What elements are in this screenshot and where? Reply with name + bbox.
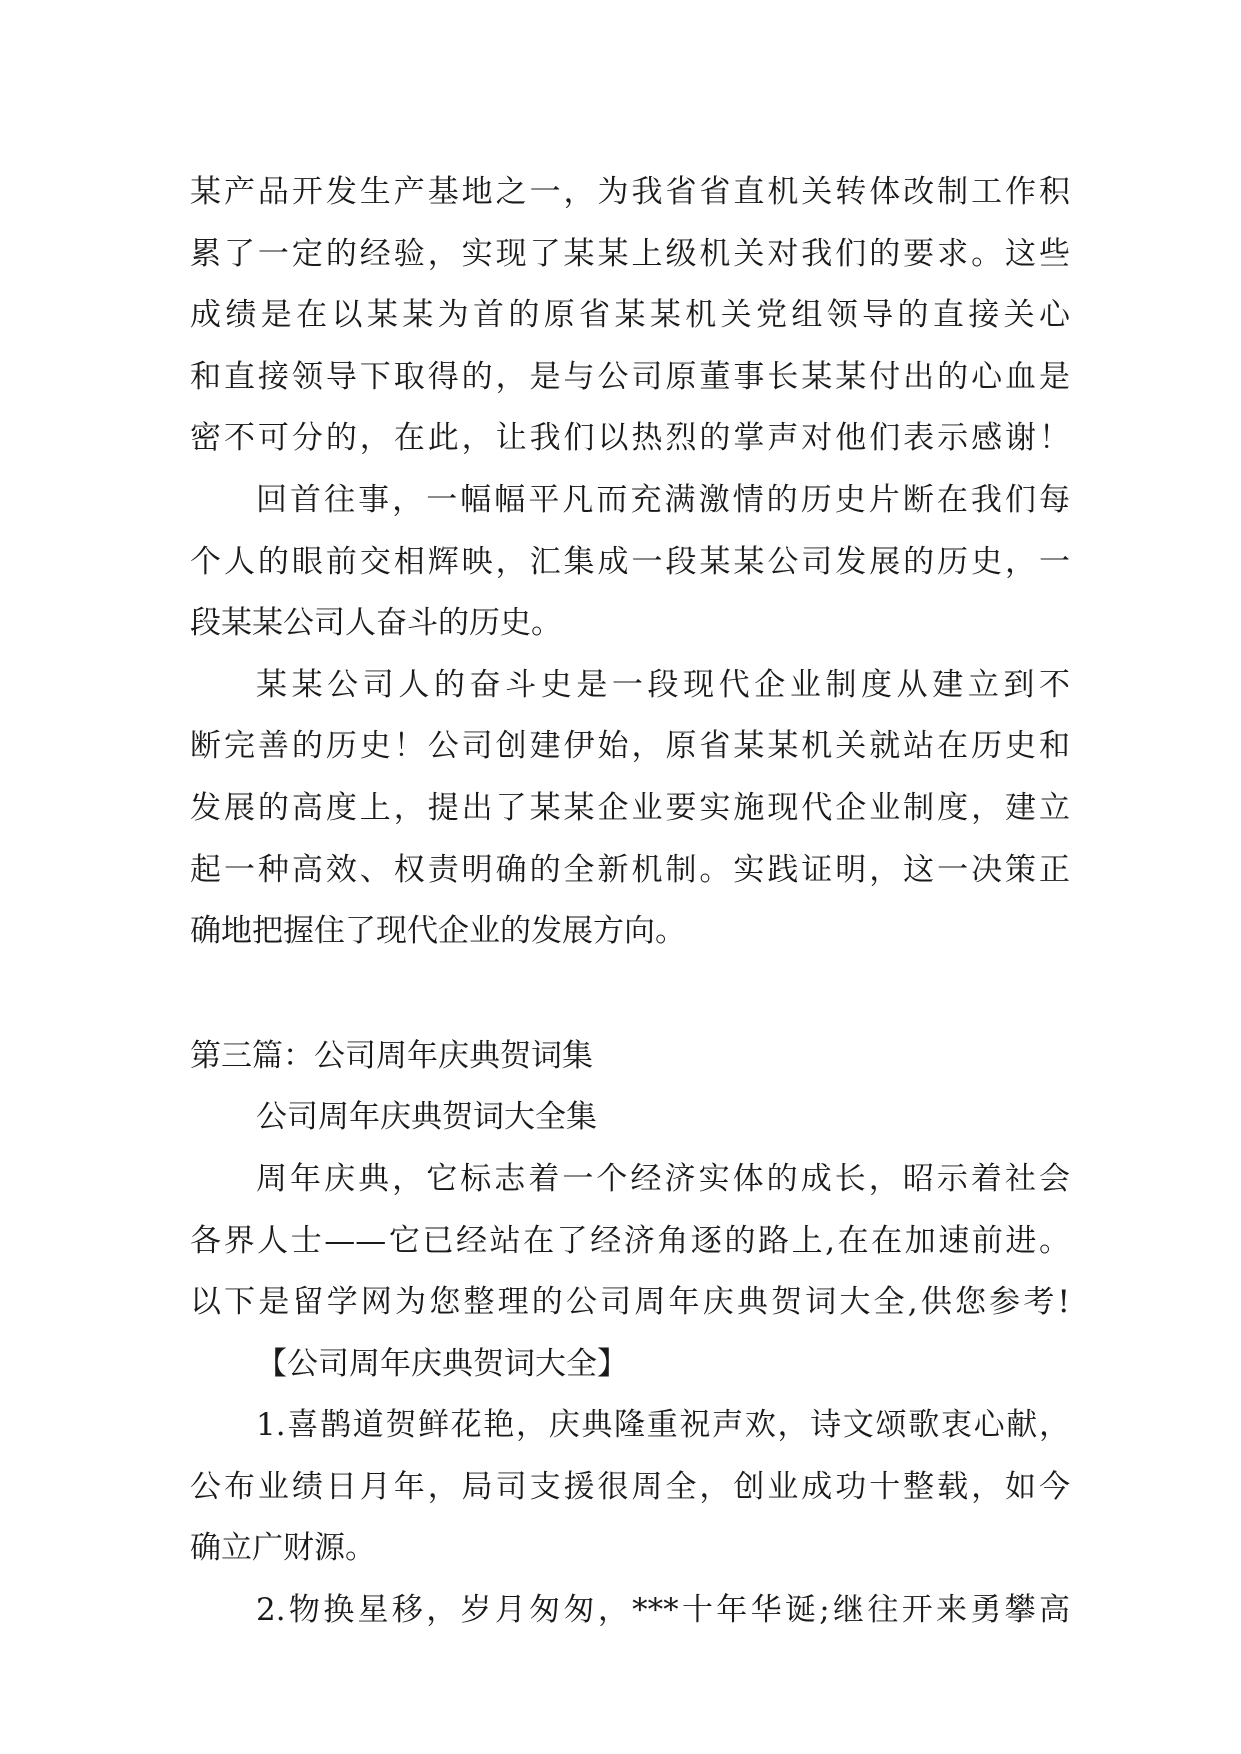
text-line: 2.物换星移，岁月匆匆，***十年华诞;继往开来勇攀高	[256, 1592, 1070, 1629]
paragraph-2	[190, 470, 1070, 655]
text-line: 以下是留学网为您整理的公司周年庆典贺词大全,供您参考!	[190, 1284, 1070, 1321]
list-item-1	[190, 1395, 1070, 1580]
text-line: 发展的高度上，提出了某某企业要实施现代企业制度，建立	[190, 789, 1070, 826]
section-gap	[190, 963, 1070, 1026]
text-line: 和直接领导下取得的，是与公司原董事长某某付出的心血是	[190, 358, 1070, 395]
text-line: 各界人士——它已经站在了经济角逐的路上,在在加速前进。	[190, 1222, 1070, 1259]
paragraph-1	[190, 162, 1070, 470]
list-item-2	[190, 1580, 1070, 1642]
text-line: 周年庆典，它标志着一个经济实体的成长，昭示着社会	[256, 1160, 1070, 1197]
text-line: 某产品开发生产基地之一，为我省省直机关转体改制工作积	[190, 174, 1070, 210]
text-line: 成绩是在以某某为首的原省某某机关党组领导的直接关心	[190, 297, 1070, 334]
text-line: 公布业绩日月年，局司支援很周全，创业成功十整载，如今	[190, 1468, 1070, 1505]
text-line: 起一种高效、权责明确的全新机制。实践证明，这一决策正	[190, 851, 1070, 888]
section-subheading: 公司周年庆典贺词大全集	[256, 1099, 597, 1136]
text-line: 密不可分的，在此，让我们以热烈的掌声对他们表示感谢！	[190, 420, 1070, 457]
paragraph-4	[190, 1149, 1070, 1334]
text-line: 累了一定的经验，实现了某某上级机关对我们的要求。这些	[190, 235, 1070, 272]
document-body	[190, 162, 1070, 1642]
bracket-title: 【公司周年庆典贺词大全】	[256, 1345, 628, 1382]
paragraph-3	[190, 655, 1070, 963]
text-line: 确立广财源。	[190, 1530, 376, 1567]
text-line: 个人的眼前交相辉映，汇集成一段某某公司发展的历史，一	[190, 543, 1070, 580]
text-line: 断完善的历史！公司创建伊始，原省某某机关就站在历史和	[190, 728, 1070, 765]
text-line: 确地把握住了现代企业的发展方向。	[190, 913, 686, 950]
section-heading: 第三篇：公司周年庆典贺词集	[190, 1037, 593, 1074]
text-line: 1.喜鹊道贺鲜花艳，庆典隆重祝声欢，诗文颂歌衷心献，	[256, 1407, 1070, 1444]
text-line: 某某公司人的奋斗史是一段现代企业制度从建立到不	[256, 666, 1070, 703]
text-line: 段某某公司人奋斗的历史。	[190, 605, 562, 642]
text-line: 回首往事，一幅幅平凡而充满激情的历史片断在我们每	[256, 481, 1070, 518]
